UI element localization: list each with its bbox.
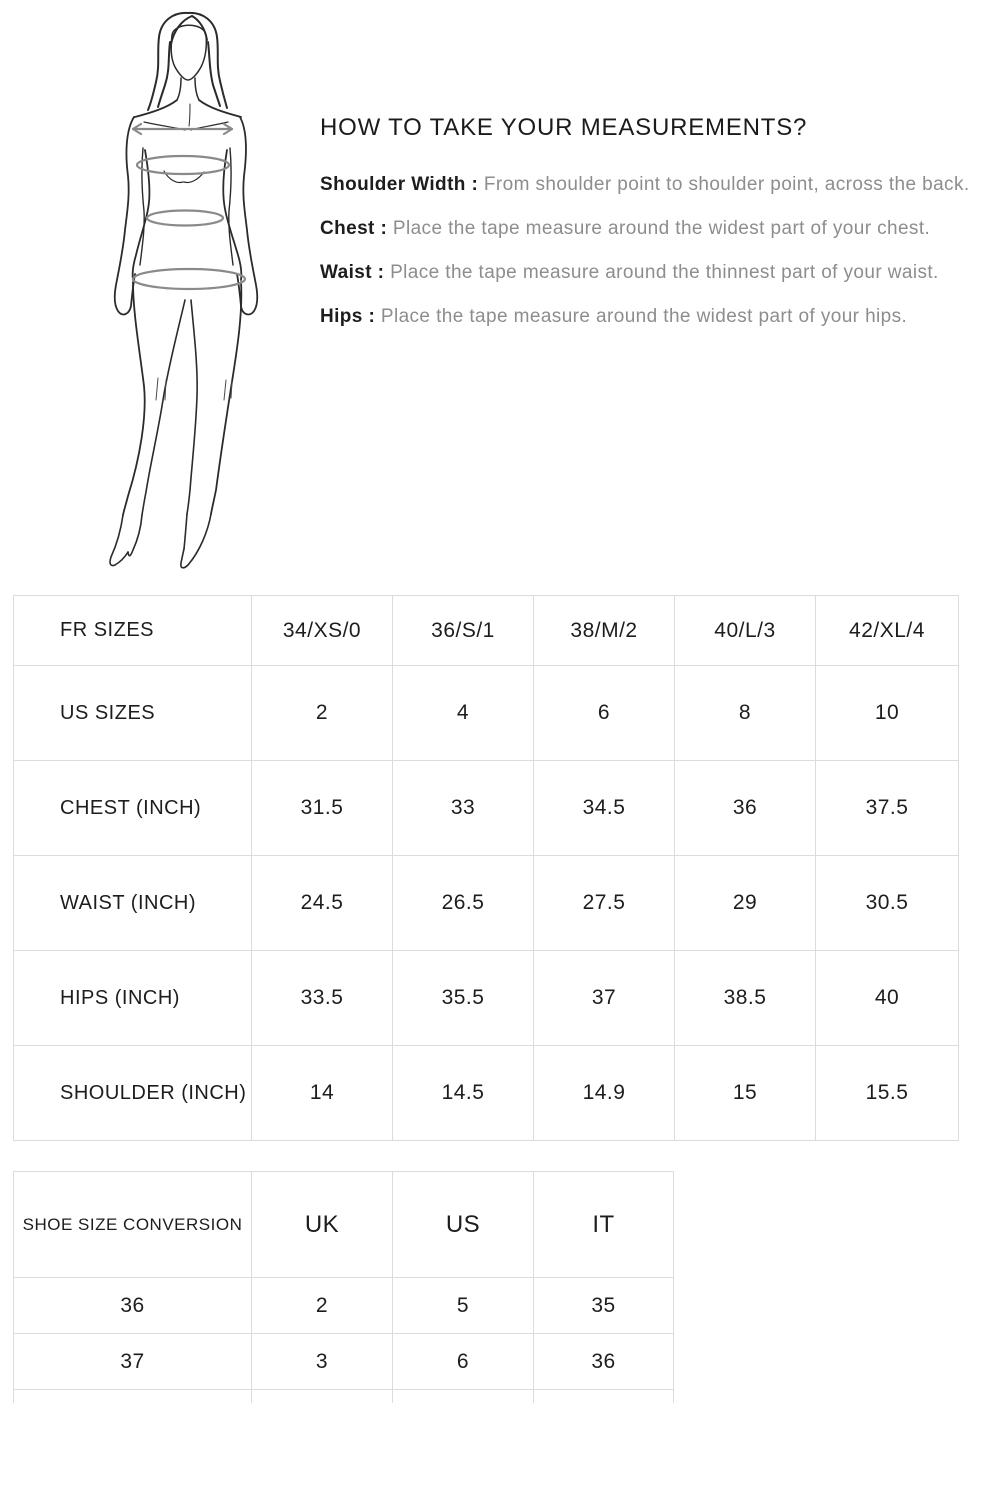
shoe-table-row-partial [14, 1390, 674, 1404]
table-row-fr-sizes [14, 596, 959, 666]
size-value-cell: 37 [534, 951, 675, 1046]
shoe-table-row [14, 1334, 674, 1390]
table-row-shoulder [14, 1046, 959, 1141]
row-label-cell: US SIZES [14, 666, 252, 761]
shoe-table-header-row [14, 1172, 674, 1278]
row-label-cell: FR SIZES [14, 596, 252, 666]
shoe-size-cell [252, 1390, 393, 1404]
figure-outline [110, 13, 257, 568]
size-value-cell: 10 [816, 666, 959, 761]
shoe-size-cell: 2 [252, 1278, 393, 1334]
measurement-label: Shoulder Width : [320, 174, 479, 195]
size-value-cell: 8 [675, 666, 816, 761]
table-row-hips [14, 951, 959, 1046]
size-value-cell: 15 [675, 1046, 816, 1141]
size-conversion-table [13, 595, 959, 1141]
size-value-cell: 15.5 [816, 1046, 959, 1141]
waist-measure-ellipse [147, 211, 223, 226]
size-value-cell: 14 [252, 1046, 393, 1141]
measurement-label: Chest : [320, 218, 388, 239]
measurement-instruction-shoulder [320, 172, 992, 198]
shoe-table-row [14, 1278, 674, 1334]
measurement-text: From shoulder point to shoulder point, across the back. [483, 174, 970, 195]
chest-measure-ellipse [137, 156, 229, 174]
measurement-text: Place the tape measure around the thinnest part of your waist. [390, 262, 939, 283]
measurement-label: Waist : [320, 262, 385, 283]
size-value-cell: 38/M/2 [534, 596, 675, 666]
shoe-table-clip [13, 1171, 677, 1403]
measurement-instruction-chest [320, 216, 992, 242]
hips-measure-ellipse [133, 269, 245, 289]
size-value-cell: 33 [393, 761, 534, 856]
shoe-size-cell [14, 1390, 252, 1404]
size-value-cell: 14.9 [534, 1046, 675, 1141]
page-title: HOW TO TAKE YOUR MEASUREMENTS? [320, 114, 808, 141]
size-value-cell: 40/L/3 [675, 596, 816, 666]
size-value-cell: 26.5 [393, 856, 534, 951]
size-value-cell: 14.5 [393, 1046, 534, 1141]
shoe-size-cell: 35 [534, 1278, 674, 1334]
shoe-size-cell [534, 1390, 674, 1404]
row-label-cell: SHOULDER (INCH) [14, 1046, 252, 1141]
measurement-instruction-hips [320, 304, 992, 330]
size-value-cell: 34/XS/0 [252, 596, 393, 666]
size-value-cell: 27.5 [534, 856, 675, 951]
measurement-instruction-waist [320, 260, 992, 286]
shoe-size-cell: 6 [393, 1334, 534, 1390]
size-value-cell: 36/S/1 [393, 596, 534, 666]
row-label-cell: CHEST (INCH) [14, 761, 252, 856]
shoe-size-cell: 3 [252, 1334, 393, 1390]
size-value-cell: 36 [675, 761, 816, 856]
size-value-cell: 31.5 [252, 761, 393, 856]
female-figure-sketch [80, 8, 300, 570]
table-row-waist [14, 856, 959, 951]
size-value-cell: 40 [816, 951, 959, 1046]
shoe-table-header-cell: UK [252, 1172, 393, 1278]
size-value-cell: 24.5 [252, 856, 393, 951]
measurement-label: Hips : [320, 306, 376, 327]
shoe-table-header-cell: IT [534, 1172, 674, 1278]
measurement-text: Place the tape measure around the widest part of your hips. [380, 306, 908, 327]
shoe-table-header-cell: SHOE SIZE CONVERSION [14, 1172, 252, 1278]
measurement-guide [320, 114, 992, 348]
shoe-table-header-cell: US [393, 1172, 534, 1278]
size-value-cell: 37.5 [816, 761, 959, 856]
size-value-cell: 2 [252, 666, 393, 761]
table-row-chest [14, 761, 959, 856]
size-value-cell: 4 [393, 666, 534, 761]
measurement-text: Place the tape measure around the widest part of your chest. [392, 218, 931, 239]
shoe-size-cell: 37 [14, 1334, 252, 1390]
shoulder-width-arrow-icon [133, 124, 232, 134]
size-value-cell: 42/XL/4 [816, 596, 959, 666]
shoe-size-cell: 36 [14, 1278, 252, 1334]
size-value-cell: 33.5 [252, 951, 393, 1046]
size-value-cell: 30.5 [816, 856, 959, 951]
table-row-us-sizes [14, 666, 959, 761]
shoe-size-cell: 36 [534, 1334, 674, 1390]
size-value-cell: 29 [675, 856, 816, 951]
shoe-size-table [13, 1171, 674, 1403]
size-value-cell: 34.5 [534, 761, 675, 856]
size-value-cell: 35.5 [393, 951, 534, 1046]
size-value-cell: 6 [534, 666, 675, 761]
size-value-cell: 38.5 [675, 951, 816, 1046]
shoe-size-cell [393, 1390, 534, 1404]
row-label-cell: WAIST (INCH) [14, 856, 252, 951]
row-label-cell: HIPS (INCH) [14, 951, 252, 1046]
shoe-size-cell: 5 [393, 1278, 534, 1334]
